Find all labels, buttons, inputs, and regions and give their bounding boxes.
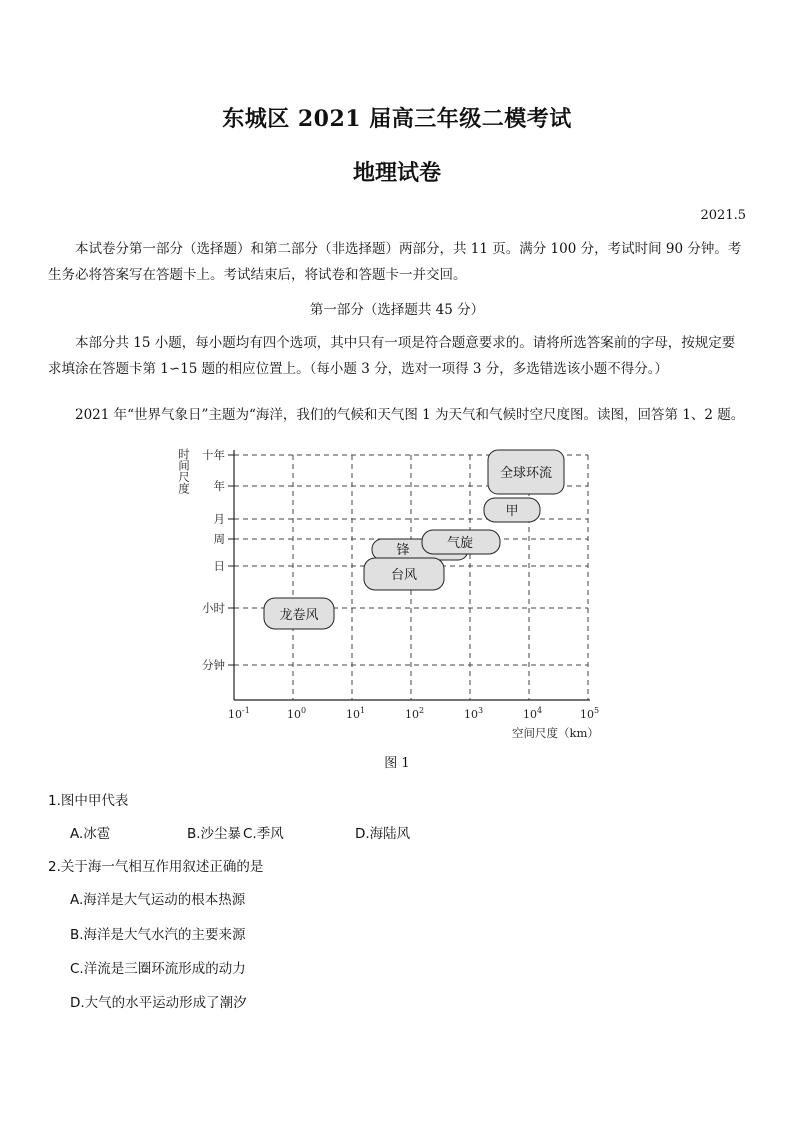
svg-text:气旋: 气旋 [446,536,474,551]
x-tick-label: $10^1$ [346,706,366,721]
lead-in-paragraph: 2021 年“世界气象日”主题为“海洋，我们的气候和天气图 1 为天气和气候时空尺度图。读图，回答第 1、2 题。 [75,407,745,423]
part-title: 第一部分（选择题共 45 分） [309,302,485,318]
box-tornado [264,598,334,629]
y-tick-label: 日 [213,559,225,573]
y-tick-label: 月 [213,512,225,526]
x-tick-label: $10^4$ [523,706,543,721]
q2-option-a[interactable]: A.海洋是大气运动的根本热源 [70,892,246,908]
box-jia [484,498,540,522]
svg-text:全球环流: 全球环流 [499,466,553,481]
q1-option-d[interactable]: D.海陆风 [355,826,411,842]
q2-option-c[interactable]: C.洋流是三圈环流形成的动力 [70,961,246,977]
page-subtitle: 地理试卷 [352,160,441,186]
y-tick-label: 分钟 [202,658,225,672]
question-2-stem: 2.关于海一气相互作用叙述正确的是 [48,859,264,875]
question-1-stem: 1.图中甲代表 [48,793,129,809]
page-title: 东城区 2021 届高三年级二模考试 [222,106,572,132]
y-tick-label: 十年 [202,448,225,462]
box-global-circulation [488,450,564,494]
x-axis-title: 空间尺度（km） [512,726,599,740]
svg-text:龙卷风: 龙卷风 [279,608,319,623]
box-cyclone [422,530,500,554]
instructions-paragraph: 本部分共 15 小题，每小题均有四个选项，其中只有一项是符合题意要求的。请将所选答案前的字母，按规定要求填涂在答题卡第 1∽15 题的相应位置上。（每小题 3 分，选对一项得 3 分，多选错选该小题不得分。） [48,335,736,377]
figure-caption: 图 1 [384,756,410,771]
x-tick-label: $10^2$ [405,706,425,721]
svg-text:甲: 甲 [505,504,519,519]
svg-text:锋: 锋 [396,543,410,558]
y-tick-label: 周 [213,532,225,546]
y-tick-label: 小时 [202,601,225,615]
scale-diagram [170,440,630,745]
q1-option-b[interactable]: B.沙尘暴 [187,826,242,842]
exam-date: 2021.5 [700,208,746,223]
x-tick-label: $10^3$ [464,706,484,721]
y-tick-label: 年 [213,479,225,493]
q2-option-b[interactable]: B.海洋是大气水汽的主要来源 [70,927,246,943]
x-tick-label: $10^5$ [580,706,600,721]
svg-text:台风: 台风 [390,568,418,583]
x-tick-label: $10^0$ [287,706,307,721]
q1-option-c[interactable]: C.季风 [243,826,284,842]
x-tick-label: $10^{-1}$ [228,706,250,721]
y-axis-title: 时间尺度 [177,448,191,494]
box-typhoon [364,558,444,590]
q2-option-d[interactable]: D.大气的水平运动形成了潮汐 [70,995,247,1011]
intro-paragraph: 本试卷分第一部分（选择题）和第二部分（非选择题）两部分，共 11 页。满分 100 分，考试时间 90 分钟。考生务必将答案写在答题卡上。考试结束后，将试卷和答题卡一并交回。 [48,241,742,283]
q1-option-a[interactable]: A.冰雹 [70,826,111,842]
